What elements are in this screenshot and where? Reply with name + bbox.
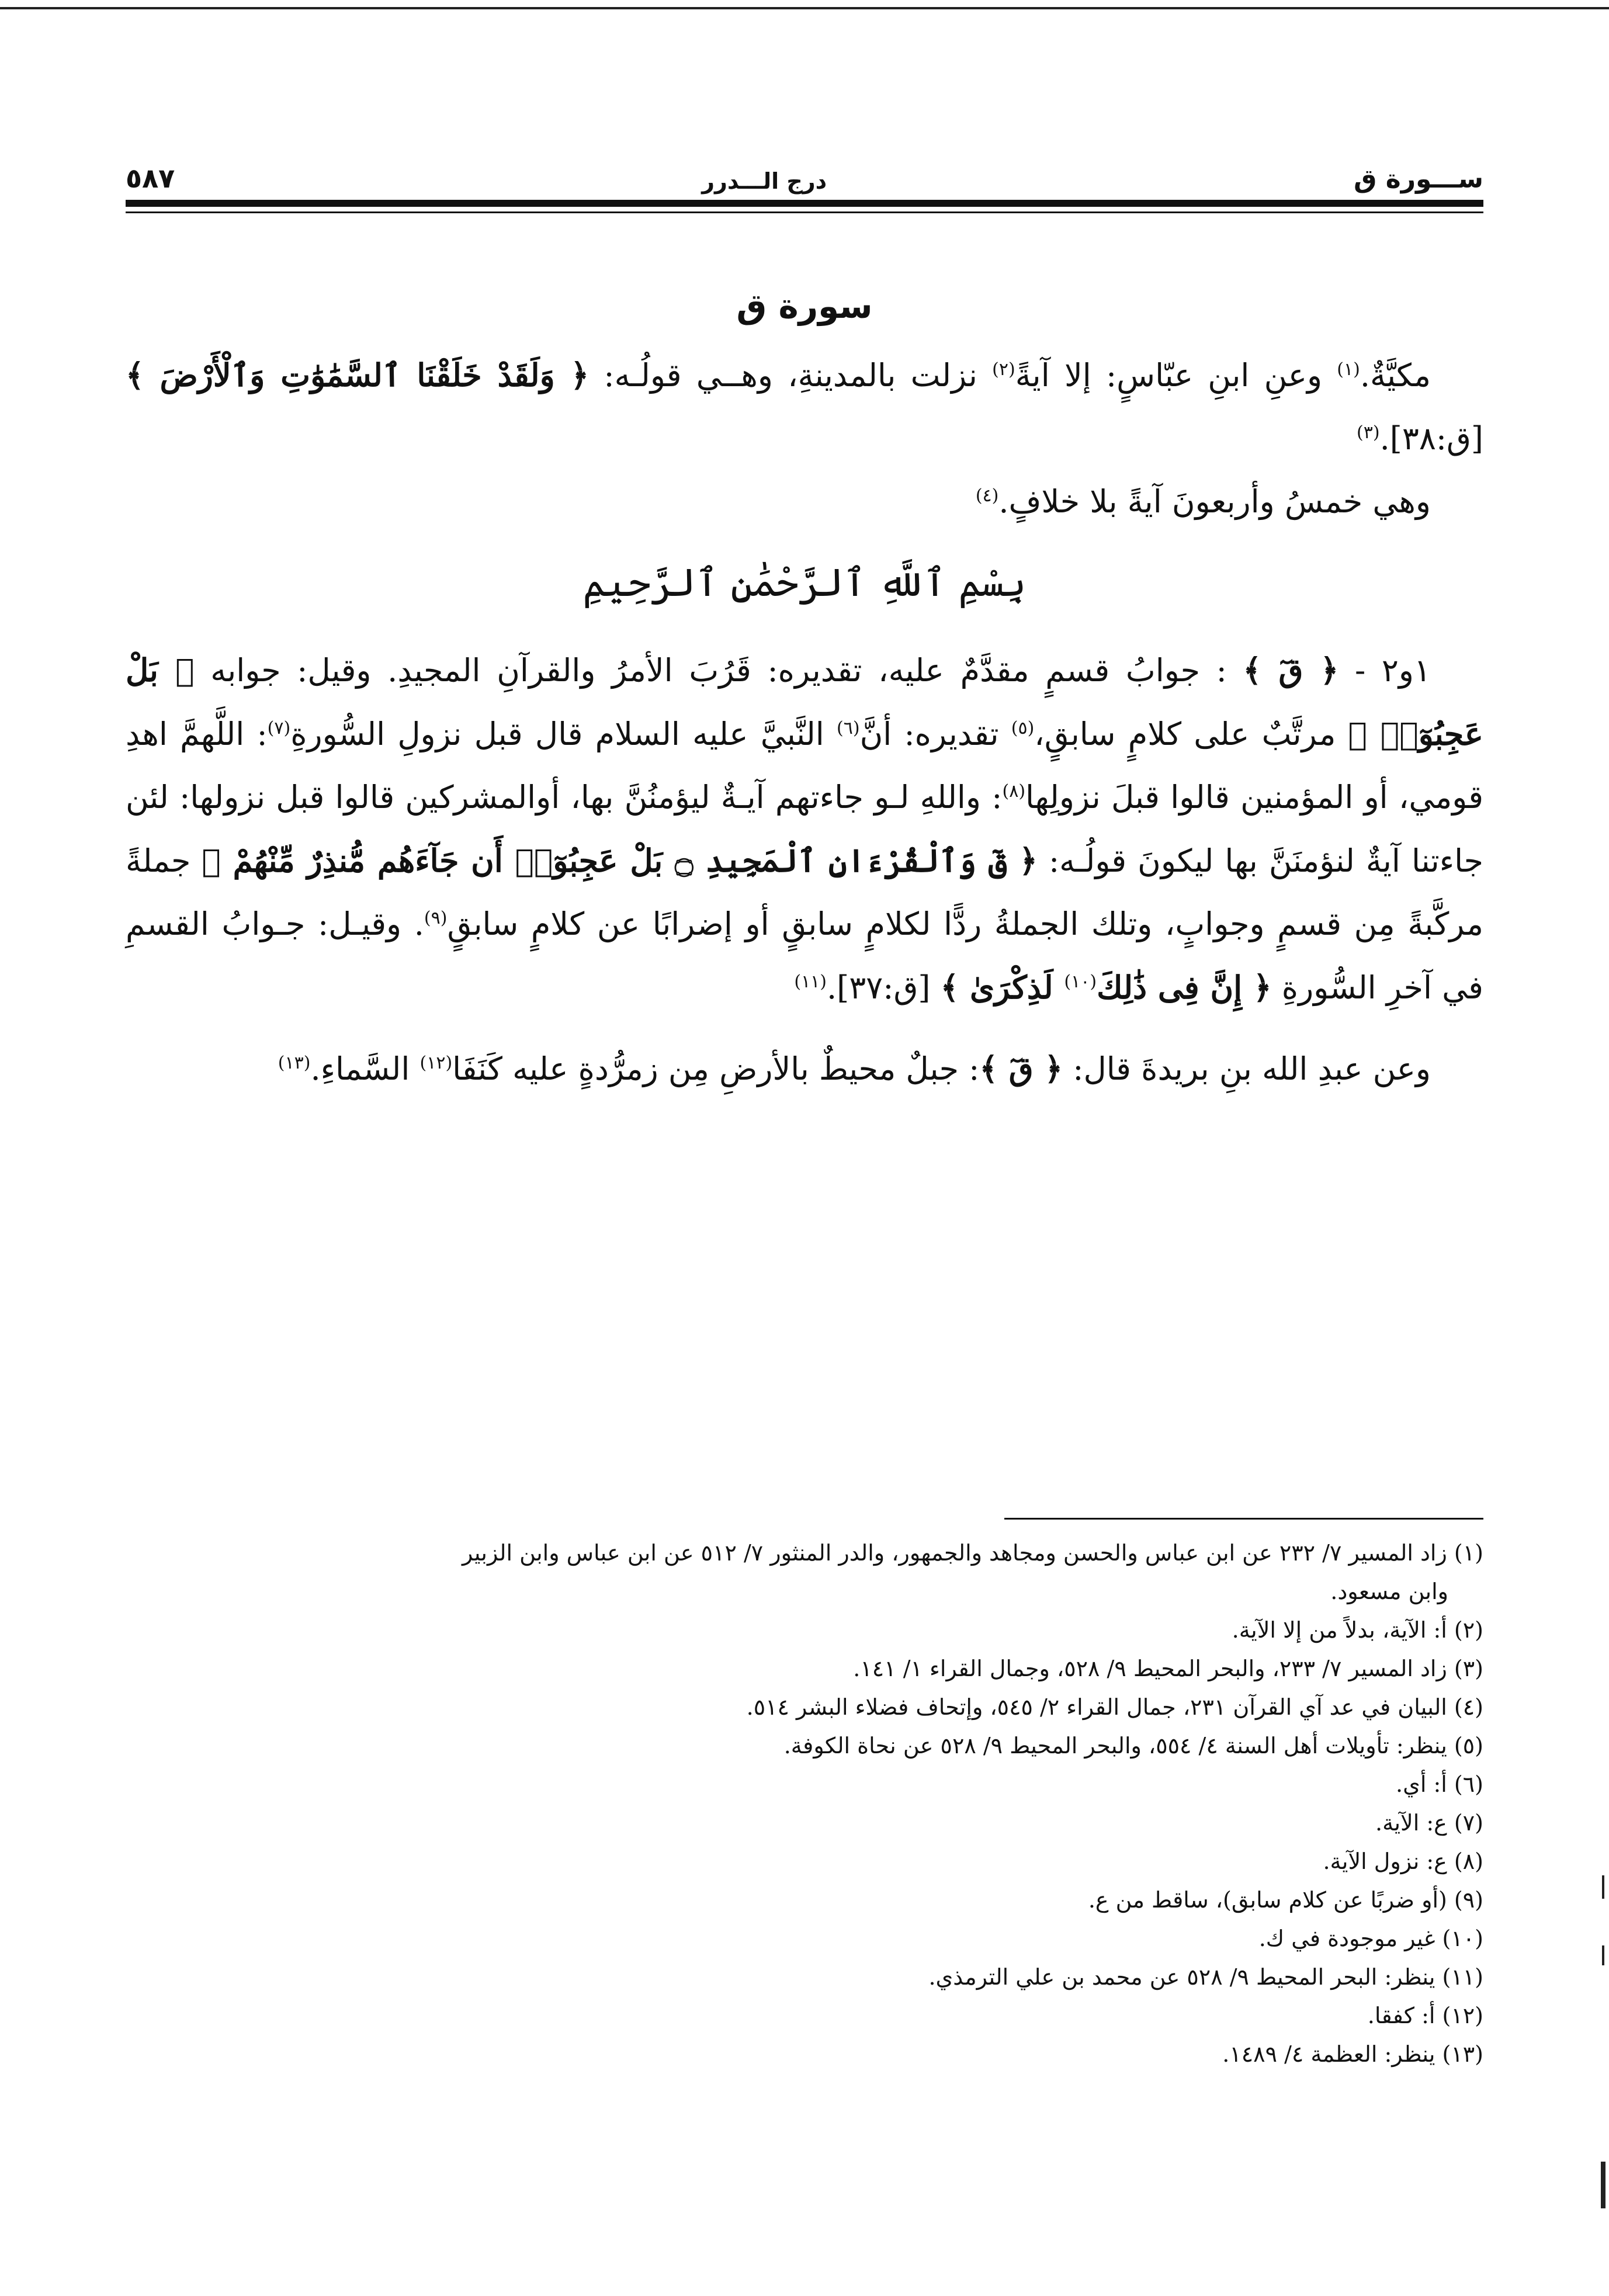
quran-quote: ﴿ قٓ ﴾ [1243,651,1339,689]
page [126,0,1483,2296]
footnote-9 [126,1881,1483,1919]
paragraph-1 [126,344,1483,470]
text-run: : واللهِ لـو جاءتهم آيـةٌ ليؤمنُنَّ بها، أوالمشركين قالوا قبل نزولها: لئن جاءتنا آيةٌ لنؤمنَنَّ بها ليكونَ قولُـه: [126,779,1484,879]
footnote-3 [126,1649,1483,1688]
surah-title: سورة ق [736,286,873,326]
header-rule-thick [126,200,1483,207]
footnote-number: (٦) [1454,1771,1483,1797]
header-surah-name: ســـورة ق [1354,164,1483,194]
footnote-1 [126,1534,1483,1572]
header-rule-thin [126,211,1483,213]
scan-mark [1602,1945,1604,1965]
text-run: وهي خمسُ وأربعونَ آيةً بلا خلافٍ. [998,483,1431,520]
footnote-13 [126,2035,1483,2073]
footnote-text: زاد المسير ٧/ ٢٣٣، والبحر المحيط ٩/ ٥٢٨، وجمال القراء ١/ ١٤١. [853,1656,1454,1681]
text-run: جملةً مركَّبةً مِن قسمٍ وجوابٍ، وتلك الجملةُ ردًّا لكلامٍ سابقٍ أو إضرابًا عن كلامٍ سابقٍ [126,842,1483,942]
footnote-5 [126,1726,1483,1765]
text-run: النَّبيَّ عليه السلام قال قبل نزولِ السُّورةِ [290,716,837,752]
paragraph-2 [126,470,1483,533]
footnote-12 [126,1996,1483,2035]
footnote-text: ينظر: تأويلات أهل السنة ٤/ ٥٥٤، والبحر المحيط ٩/ ٥٢٨ عن نحاة الكوفة. [783,1733,1454,1759]
text-run: : جبلٌ محيطٌ بالأرضِ مِن زمرُّدةٍ عليه كَنَفَا [452,1050,980,1087]
page-number: ٥٨٧ [126,162,175,194]
footnote-text: زاد المسير ٧/ ٢٣٢ عن ابن عباس والحسن ومجاهد والجمهور، والدر المنثور ٧/ ٥١٢ عن ابن عباس وابن الزبير [462,1540,1454,1566]
footnote-ref: (٢) [992,359,1015,380]
running-header [126,153,1483,194]
footnote-number: (٥) [1454,1733,1483,1759]
footnote-6 [126,1765,1483,1803]
footnote-number: (١٣) [1442,2041,1483,2067]
footnote-text: أ: الآية، بدلاً من إلا الآية. [1232,1617,1454,1643]
footnote-1-continued [126,1572,1483,1611]
footnote-10 [126,1919,1483,1958]
quran-quote: ﴿ قٓ ﴾ [979,1050,1063,1087]
footnote-text: ينظر: العظمة ٤/ ١٤٨٩. [1222,2041,1442,2067]
footnotes [126,1534,1483,2073]
footnote-4 [126,1688,1483,1726]
footnote-number: (١٠) [1442,1926,1483,1951]
footnote-ref: (٥) [1011,718,1035,738]
footnote-text: ع: الآية. [1375,1810,1454,1836]
text-run: . وقيـل: جـوابُ القسمِ في آخرِ السُّورةِ [126,906,1483,1006]
footnote-number: (٣) [1454,1656,1483,1681]
footnote-text: ينظر: البحر المحيط ٩/ ٥٢٨ عن محمد بن علي الترمذي. [928,1964,1442,1990]
footnote-ref: (١١) [794,972,827,992]
footnote-text: وابن مسعود. [1330,1579,1448,1604]
footnote-ref: (١٢) [419,1053,453,1073]
footnote-text: البيان في عد آي القرآن ٢٣١، جمال القراء ٢/ ٥٤٥، وإتحاف فضلاء البشر ٥١٤. [746,1694,1454,1720]
footnote-ref: (٣) [1357,422,1380,443]
footnote-8 [126,1842,1483,1881]
footnote-text: أ: كفقا. [1367,2003,1442,2028]
footnote-ref: (٧) [267,718,291,738]
footnote-text: ع: نزول الآية. [1323,1848,1454,1874]
text-run: تقديره: أنَّ [859,716,1011,752]
footnote-number: (٧) [1454,1810,1483,1836]
text-run: وعن عبدِ الله بنِ بريدةَ قال: [1063,1050,1431,1087]
text-run: : جوابُ قسمٍ مقدَّمٌ عليه، تقديره: قَرُبَ الأمرُ والقرآنِ المجيدِ. وقيل: جوابه [194,652,1243,689]
footnote-2 [126,1611,1483,1649]
paragraph-4 [126,1037,1483,1101]
footnote-number: (٩) [1454,1887,1483,1913]
text-run: نزلت بالمدينةِ، وهــي قولُـه: [589,357,993,394]
text-run: مكيَّةٌ. [1360,357,1431,394]
footnote-text: أ: أي. [1396,1771,1454,1797]
text-run: السَّماءِ. [310,1050,420,1087]
footnote-ref: (٤) [975,485,999,506]
header-book-title: درج الـــدرر [702,168,827,194]
footnote-text: (أو ضربًا عن كلام سابق)، ساقط من ع. [1088,1887,1454,1913]
text-run: : اللَّهمَّ اهدِ قومي، أو المؤمنين قالوا قبلَ نزولِها [126,716,1484,816]
footnote-11 [126,1958,1483,1996]
text-run: مرتَّبٌ على كلامٍ سابقٍ، [1034,716,1348,752]
quran-quote: لَذِكْرَىٰ ﴾ [940,969,1064,1006]
footnote-ref: (٨) [1002,781,1026,802]
footnote-7 [126,1803,1483,1842]
footnote-separator [1004,1518,1483,1520]
main-text [126,286,1483,1101]
verse-number: ١و٢ - [1338,652,1431,689]
footnote-number: (٢) [1454,1617,1483,1643]
quran-quote: ﴿ بَلْ عَجِبُوٓا۟ ﴾ [126,651,1483,752]
text-run: [ق:٣٧]. [827,969,941,1006]
quran-quote: ﴿ وَلَقَدْ خَلَقْنَا ٱلسَّمَٰوَٰتِ وَٱلْأَرْضَ ﴾ [126,356,589,394]
footnote-number: (١) [1454,1540,1483,1566]
footnote-text: غير موجودة في ك. [1258,1926,1442,1951]
basmala: بِسْمِ ٱللَّهِ ٱلرَّحْمَٰنِ ٱلرَّحِيمِ [582,560,1027,605]
footnote-number: (٤) [1454,1694,1483,1720]
quran-quote: ﴿ قٓ وَٱلْقُرْءَانِ ٱلْمَجِيدِ ۝ بَلْ عَجِبُوٓا۟ أَن جَآءَهُم مُّنذِرٌ مِّنْهُمْ ﴾ [202,842,1038,879]
footnote-number: (٨) [1454,1848,1483,1874]
footnote-number: (١٢) [1442,2003,1483,2028]
text-run: وعنِ ابنِ عبّاسٍ: إلا آيةً [1015,357,1337,394]
quran-quote: ﴿ إِنَّ فِى ذَٰلِكَ [1097,969,1272,1006]
text-run: [ق:٣٨]. [1379,420,1483,457]
footnote-ref: (١٠) [1064,972,1097,992]
footnote-ref: (٦) [837,718,860,738]
paragraph-3 [126,639,1483,1019]
footnote-ref: (١٣) [278,1053,311,1073]
scan-mark [1601,2162,1605,2208]
footnote-number: (١١) [1442,1964,1483,1990]
footnote-ref: (١) [1337,359,1360,380]
scan-mark [1602,1875,1604,1899]
footnote-ref: (٩) [424,908,448,928]
